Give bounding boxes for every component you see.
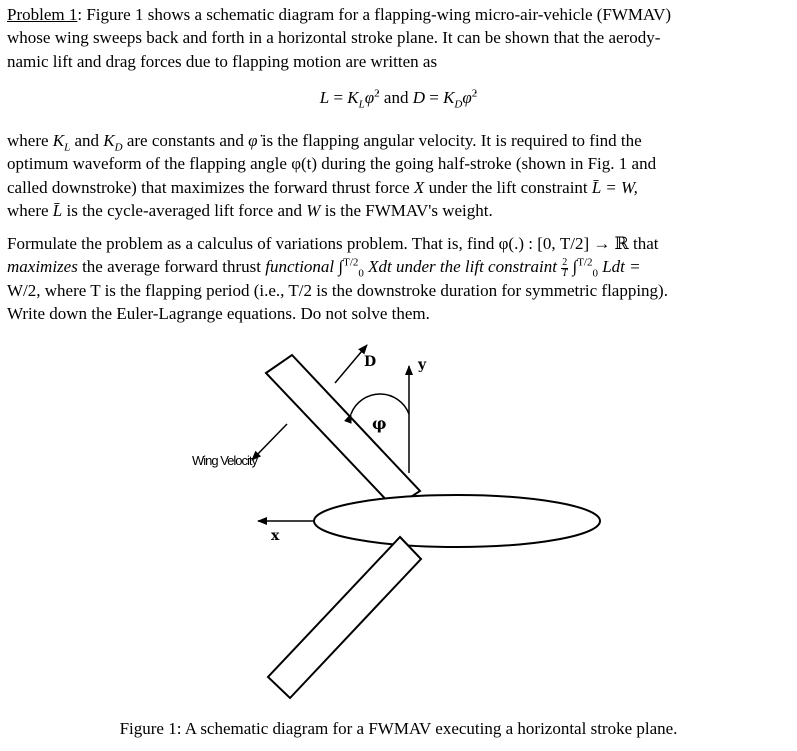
eq-L: L: [319, 88, 330, 107]
p2-text: are constants and: [122, 131, 249, 150]
intro-line-2: whose wing sweeps back and forth in a horizontal stroke plane. It can be shown that the aerody-: [7, 28, 661, 48]
eq-and: and: [379, 88, 413, 107]
label-x: x: [271, 528, 280, 544]
p3-int1-upper: T/2: [343, 256, 359, 269]
wing-velocity-arrow: [252, 424, 287, 460]
p3-integral-1: ∫: [334, 257, 344, 277]
problem-statement: [7, 3, 787, 73]
p3-maximizes: maximizes: [7, 257, 78, 277]
phi-angle-arc: [351, 394, 409, 414]
p2-X: X: [413, 177, 425, 197]
p3-int2-lower: 0: [592, 267, 598, 280]
eq-KD: K: [443, 88, 455, 107]
p3-int2-upper: T/2: [577, 256, 593, 269]
label-D: D: [364, 354, 377, 370]
label-wing-velocity: Wing Velocity: [192, 453, 258, 468]
drag-arrow: [335, 345, 367, 383]
eq-sq-2: 2: [471, 87, 478, 100]
label-phi: φ: [372, 414, 387, 433]
p2-KL: K: [52, 131, 65, 150]
p3-text: Xdt under the lift constraint: [363, 257, 562, 277]
upper-wing: [266, 355, 420, 508]
intro-line-3: namic lift and drag forces due to flapping motion are written as: [7, 51, 438, 71]
eq-equals-1: =: [329, 88, 348, 107]
force-equations: [0, 87, 797, 111]
p2-text: where: [7, 200, 53, 220]
lower-wing: [268, 537, 421, 698]
eq-equals-2: =: [424, 88, 444, 107]
p2-Lbar: L̄: [52, 200, 63, 220]
eq-sq-1: 2: [374, 87, 380, 100]
p2-text: is the cycle-averaged lift force and: [62, 200, 307, 220]
p2-text: under the lift constraint: [424, 177, 592, 197]
p2-text: and: [70, 131, 104, 150]
eq-KD-sub: D: [454, 98, 463, 111]
p3-int1-lower: 0: [358, 267, 364, 280]
fwmav-schematic-diagram: [0, 330, 797, 715]
intro-line-1: : Figure 1 shows a schematic diagram for a flapping-wing micro-air-vehicle (FWMAV): [77, 5, 672, 24]
body-ellipse: [314, 495, 600, 547]
eq-KL: K: [347, 88, 359, 107]
label-y: y: [418, 357, 427, 373]
eq-D: D: [412, 88, 425, 107]
p2-KL-sub: L: [64, 141, 71, 154]
paragraph-constraints: [7, 129, 787, 222]
p3-line-4: Write down the Euler-Lagrange equations. Do not solve them.: [7, 304, 430, 324]
p2-W: W: [306, 200, 321, 220]
p2-lift-constraint: L̄ = W,: [591, 177, 638, 197]
paragraph-task: [7, 232, 787, 325]
p3-line-3: W/2, where T is the flapping period (i.e., T/2 is the downstroke duration for symmetric flapping).: [7, 280, 668, 300]
eq-phidot-1: φ̇: [364, 88, 375, 107]
p2-text: where: [7, 131, 53, 150]
p2-text: is the flapping angular velocity. It is required to find the: [257, 131, 642, 150]
eq-phidot-2: φ̇: [462, 88, 472, 107]
p2-KD-sub: D: [114, 141, 123, 154]
figure-caption: Figure 1: A schematic diagram for a FWMAV executing a horizontal stroke plane.: [119, 719, 678, 738]
p2-text: called downstroke) that maximizes the forward thrust force: [7, 177, 414, 197]
p3-text: Ldt =: [597, 257, 641, 277]
p3-functional: functional: [265, 257, 335, 277]
p2-phidot: φ̇: [248, 131, 258, 150]
p2-line-2: optimum waveform of the flapping angle φ(t) during the going half-stroke (shown in Fig. 1 and: [7, 154, 657, 174]
p3-line-1: Formulate the problem as a calculus of variations problem. That is, find φ(.) : [0, T/2] → ℝ that: [7, 234, 659, 253]
p3-frac-num: 2: [562, 256, 568, 268]
p3-frac-den: T: [561, 267, 568, 279]
p2-KD: K: [103, 131, 115, 150]
p3-integral-2: ∫: [568, 257, 578, 277]
problem-label: Problem 1: [7, 5, 78, 24]
p2-text: is the FWMAV's weight.: [320, 200, 493, 220]
eq-KL-sub: L: [358, 98, 365, 111]
p3-text: the average forward thrust: [77, 257, 266, 277]
